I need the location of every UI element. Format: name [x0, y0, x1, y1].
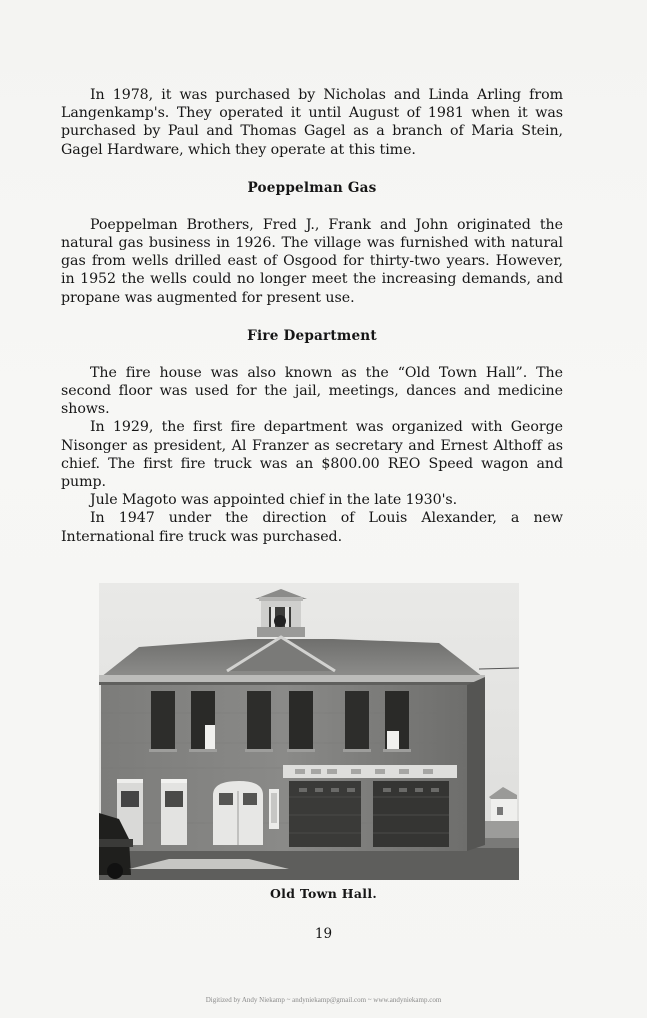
fire-department-paragraph-1: The fire house was also known as the “Old Town Hall”. The second floor was used for the jail, meetings, dances and medicine shows.	[61, 364, 563, 418]
poeppelman-gas-paragraph: Poeppelman Brothers, Fred J., Frank and John originated the natural gas business in 1926. The village was furnished with natural gas from wells drilled east of Osgood for thirty-two years. However, in 1952 the wells could no longer meet the increasing demands, and propane was augmented for present use.	[61, 216, 563, 306]
old-town-hall-photo	[99, 583, 519, 880]
fire-department-paragraph-3: Jule Magoto was appointed chief in the late 1930's.	[90, 492, 458, 509]
intro-paragraph: In 1978, it was purchased by Nicholas and Linda Arling from Langenkamp's. They operated it until August of 1981 when it was purchased by Paul and Thomas Gagel as a branch of Maria Stein, Gagel Hardware, which they operate at this time.	[61, 87, 563, 158]
fire-department-heading: Fire Department	[247, 327, 377, 344]
fire-department-paragraph-2: In 1929, the first fire department was organized with George Nisonger as president, Al Franzer as secretary and Ernest Althoff as chief. The first fire truck was an $800.00 REO Speed wagon and pump.	[61, 419, 563, 491]
digitization-footer: Digitized by Andy Niekamp ~ andyniekamp@gmail.com ~ www.andyniekamp.com	[205, 996, 442, 1004]
poeppelman-gas-heading: Poeppelman Gas	[247, 179, 377, 196]
page-number: 19	[314, 926, 333, 942]
photo-caption: Old Town Hall.	[269, 886, 378, 901]
text-column	[61, 86, 563, 546]
fire-department-paragraph-4: In 1947 under the direction of Louis Alexander, a new International fire truck was purchased.	[61, 510, 563, 545]
